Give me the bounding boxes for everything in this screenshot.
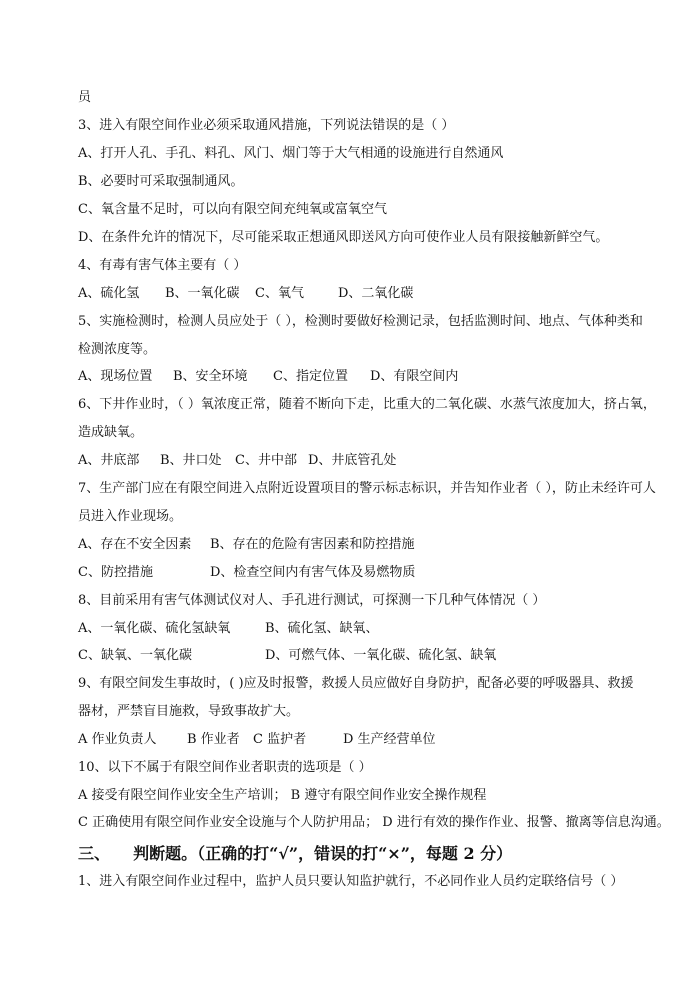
q6-option-d: D、井底管孔处	[308, 453, 397, 468]
q5-option-c: C、指定位置	[273, 369, 348, 384]
question-3: 3、进入有限空间作业必须采取通风措施，下列说法错误的是（ ）	[78, 118, 455, 133]
q9-option-b: B 作业者	[187, 732, 240, 747]
question-9: 9、有限空间发生事故时，( )应及时报警，救援人员应做好自身防护，配备必要的呼吸器具、救援	[78, 676, 634, 691]
q8-option-c: C、缺氧、一氧化碳	[78, 648, 192, 663]
text-line: 器材，严禁盲目施救，导致事故扩大。	[78, 704, 300, 719]
judgment-question-1: 1、进入有限空间作业过程中，监护人员只要认知监护就行，不必同作业人员约定联络信号（ ）	[78, 874, 624, 889]
q6-option-b: B、井口处	[160, 453, 222, 468]
q3-option-b: B、必要时可采取强制通风。	[78, 174, 244, 189]
q10-options-ab: A 接受有限空间作业安全生产培训； B 遵守有限空间作业安全操作规程	[78, 788, 487, 803]
q4-option-b: B、一氧化碳	[165, 286, 240, 301]
section-heading	[78, 844, 512, 864]
question-8: 8、目前采用有害气体测试仪对人、手孔进行测试，可探测一下几种气体情况（ ）	[78, 593, 546, 608]
q7-option-c: C、防控措施	[78, 565, 153, 580]
text-line: 检测浓度等。	[78, 342, 157, 357]
q3-option-a: A、打开人孔、手孔、料孔、风门、烟门等于大气相通的设施进行自然通风	[78, 146, 504, 161]
q9-option-a: A 作业负责人	[78, 732, 157, 747]
text-line: 员进入作业现场。	[78, 509, 183, 524]
q8-option-a: A、一氧化碳、硫化氢缺氧	[78, 621, 231, 636]
q4-option-a: A、硫化氢	[78, 286, 140, 301]
q4-option-d: D、二氧化碳	[338, 286, 414, 301]
q6-option-c: C、井中部	[235, 453, 297, 468]
section-title: 判断题。（正确的打“√”，错误的打“×”，每题 2 分）	[133, 844, 513, 863]
q5-option-a: A、现场位置	[78, 369, 153, 384]
question-7: 7、生产部门应在有限空间进入点附近设置项目的警示标志标识，并告知作业者（ ），防止未经许可人	[78, 481, 656, 496]
q7-option-b: B、存在的危险有害因素和防控措施	[210, 537, 415, 552]
q4-option-c: C、氧气	[255, 286, 304, 301]
section-number: 三、	[78, 844, 111, 863]
q6-option-a: A、井底部	[78, 453, 140, 468]
q10-options-cd: C 正确使用有限空间作业安全设施与个人防护用品； D 进行有效的操作作业、报警、撤离等信息沟通。	[78, 815, 670, 830]
q5-option-d: D、有限空间内	[370, 369, 459, 384]
question-4: 4、有毒有害气体主要有（ ）	[78, 258, 247, 273]
question-6: 6、下井作业时，（ ）氧浓度正常，随着不断向下走，比重大的二氧化碳、水蒸气浓度加大，挤占氧，	[78, 397, 656, 412]
q7-option-d: D、检查空间内有害气体及易燃物质	[210, 565, 416, 580]
text-line: 造成缺氧。	[78, 425, 144, 440]
q3-option-c: C、氧含量不足时，可以向有限空间充纯氧或富氧空气	[78, 202, 387, 217]
question-10: 10、以下不属于有限空间作业者职责的选项是（ ）	[78, 760, 372, 775]
q8-option-b: B、硫化氢、缺氧、	[265, 621, 379, 636]
q8-option-d: D、可燃气体、一氧化碳、硫化氢、缺氧	[265, 648, 497, 663]
q9-option-c: C 监护者	[253, 732, 307, 747]
question-5: 5、实施检测时，检测人员应处于（ ），检测时要做好检测记录，包括监测时间、地点、气体种类和	[78, 314, 643, 329]
q7-option-a: A、存在不安全因素	[78, 537, 192, 552]
text-line: 员	[78, 90, 92, 105]
q5-option-b: B、安全环境	[173, 369, 248, 384]
q3-option-d: D、在条件允许的情况下，尽可能采取正想通风即送风方向可使作业人员有限接触新鲜空气。	[78, 230, 609, 245]
q9-option-d: D 生产经营单位	[343, 732, 436, 747]
